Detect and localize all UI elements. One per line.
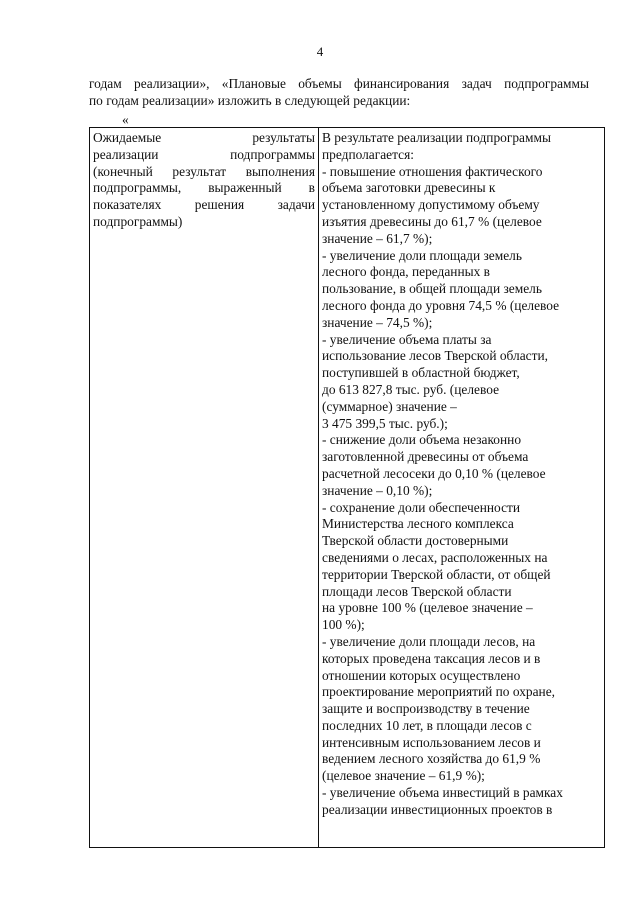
right-cell-line: интенсивным использованием лесов и <box>322 734 541 750</box>
right-cell-line: площади лесов Тверской области <box>322 583 512 599</box>
results-table <box>89 127 605 848</box>
left-cell-line: (конечный результат выполнения <box>93 163 315 179</box>
right-cell-line: на уровне 100 % (целевое значение – <box>322 600 533 616</box>
left-cell-line: подпрограммы) <box>93 213 183 229</box>
right-cell-line: - повышение отношения фактического <box>322 163 543 179</box>
right-cell-line: В результате реализации подпрограммы <box>322 130 551 145</box>
right-cell-line: - увеличение объема платы за <box>322 331 492 347</box>
right-cell-line: реализации инвестиционных проектов в <box>322 801 553 817</box>
right-cell-line: 3 475 399,5 тыс. руб.); <box>322 415 448 431</box>
right-cell-line: значение – 0,10 %); <box>322 482 433 498</box>
right-cell-line: лесного фонда до уровня 74,5 % (целевое <box>322 297 560 313</box>
left-cell-line: Ожидаемые результаты <box>93 130 315 145</box>
right-cell-line: последних 10 лет, в площади лесов с <box>322 717 532 733</box>
right-cell-line: поступившей в областной бюджет, <box>322 365 520 381</box>
page-number: 4 <box>316 44 324 59</box>
right-cell-line: - увеличение доли площади лесов, на <box>322 633 536 649</box>
right-cell-line: предполагается: <box>322 146 414 162</box>
right-cell-line: (суммарное) значение – <box>322 398 457 414</box>
right-cell-line: - снижение доли объема незаконно <box>322 432 522 448</box>
right-cell-line: лесного фонда, переданных в <box>322 264 490 280</box>
right-cell-line: - сохранение доли обеспеченности <box>322 499 521 515</box>
right-cell-line: до 613 827,8 тыс. руб. (целевое <box>322 381 500 397</box>
right-cell-line: защите и воспроизводству в течение <box>322 701 530 717</box>
right-cell-line: ведением лесного хозяйства до 61,9 % <box>322 751 541 767</box>
right-cell-line: объема заготовки древесины к <box>322 180 496 196</box>
right-cell-line: изъятия древесины до 61,7 % (целевое <box>322 213 542 229</box>
right-cell-line: отношении которых осуществлено <box>322 667 521 683</box>
open-quote-mark: « <box>122 112 129 127</box>
right-cell-line: которых проведена таксация лесов и в <box>322 650 541 666</box>
left-cell-line: подпрограммы, выраженный в <box>93 180 315 196</box>
right-cell-line: значение – 74,5 %); <box>322 314 433 330</box>
left-cell-line: реализации подпрограммы <box>93 146 315 162</box>
right-cell-line: Тверской области достоверными <box>322 533 509 549</box>
intro-line: годам реализации», «Плановые объемы финансирования задач подпрограммы <box>89 76 589 91</box>
right-cell-line: - увеличение объема инвестиций в рамках <box>322 785 563 801</box>
right-cell-line: использование лесов Тверской области, <box>322 348 548 364</box>
right-cell-line: установленному допустимому объему <box>322 197 540 213</box>
right-cell-line: заготовленной древесины от объема <box>322 449 529 465</box>
right-cell-line: - увеличение доли площади земель <box>322 247 522 263</box>
right-cell-line: расчетной лесосеки до 0,10 % (целевое <box>322 465 546 481</box>
right-cell-line: (целевое значение – 61,9 %); <box>322 768 485 784</box>
right-cell-line: Министерства лесного комплекса <box>322 516 514 532</box>
right-cell-line: пользование, в общей площади земель <box>322 281 542 297</box>
intro-line: по годам реализации» изложить в следующей редакции: <box>89 93 411 108</box>
right-cell-line: значение – 61,7 %); <box>322 230 433 246</box>
left-cell-line: показателях решения задачи <box>93 197 315 213</box>
right-cell-line: 100 %); <box>322 617 365 633</box>
intro-paragraph <box>89 75 589 109</box>
right-cell-line: проектирование мероприятий по охране, <box>322 684 556 700</box>
expected-results-label-cell <box>90 128 319 848</box>
expected-results-content-cell <box>319 128 605 848</box>
right-cell-line: сведениями о лесах, расположенных на <box>322 549 548 565</box>
table-row <box>90 128 605 848</box>
right-cell-line: территории Тверской области, от общей <box>322 566 551 582</box>
